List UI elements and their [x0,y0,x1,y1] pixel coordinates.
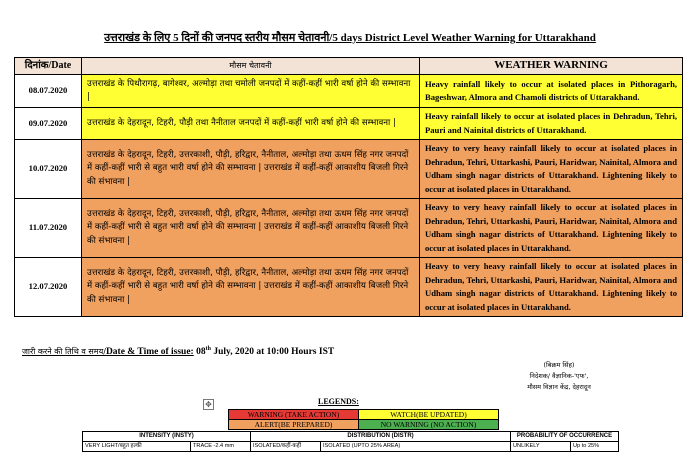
table-row [15,108,683,140]
hindi-warning-header: मौसम चेतावनी [82,58,420,75]
row-english-warning: Heavy rainfall likely to occur at isolated places in Dehradun, Tehri, Pauri and Nainital districts of Uttarakhand. [420,108,683,140]
issue-label-hindi: जारी करने की तिथि व समय/ [22,347,106,357]
legend-warning: WARNING (TAKE ACTION) [229,410,359,420]
row-date: 09.07.2020 [15,108,82,140]
row-date: 10.07.2020 [15,140,82,199]
issue-day: 08 [193,347,206,358]
row-english-warning: Heavy to very heavy rainfall likely to occur at isolated places in Dehradun, Tehri, Uttarkashi, Pauri, Haridwar, Nainital, Almora and Udham singh nagar districts of Uttarakhand. Lightening likely to occur at isolated places in Uttarakhand. [420,258,683,317]
row-date: 08.07.2020 [15,75,82,108]
row-date: 12.07.2020 [15,258,82,317]
table-row [15,140,683,199]
signatory-designation: निदेशक/ वैज्ञानिक-'एफ', [529,372,589,380]
weather-warning-header: WEATHER WARNING [420,58,683,75]
issue-day-suffix: th [205,346,211,352]
table-row [15,75,683,108]
row-hindi-warning: उत्तराखंड के देहरादून, टिहरी, उत्तरकाशी, पौड़ी, हरिद्वार, नैनीताल, अल्मोड़ा तथा ऊधम सिंह नगर जनपदों में कहीं-कहीं भारी से बहुत भारी वर्षा होने की सम्भावना | उत्तराखंड में कहीं-कहीं आकाशीय बिजली गिरने की संभावना | [82,199,420,258]
probability-upto: Up to 25% [571,442,619,452]
legends-title: LEGENDS: [318,397,359,406]
intensity-distribution-table [82,431,619,452]
row-date: 11.07.2020 [15,199,82,258]
row-hindi-warning: उत्तराखंड के देहरादून, टिहरी, उत्तरकाशी, पौड़ी, हरिद्वार, नैनीताल, अल्मोड़ा तथा ऊधम सिंह नगर जनपदों में कहीं-कहीं भारी से बहुत भारी वर्षा होने की सम्भावना | उत्तराखंड में कहीं-कहीं आकाशीय बिजली गिरने की संभावना | [82,258,420,317]
intensity-header: INTENSITY (INSTY) [83,432,251,442]
issue-label-english: Date & Time of issue: [105,347,194,358]
warning-table [14,57,683,317]
row-english-warning: Heavy to very heavy rainfall likely to occur at isolated places in Dehradun, Tehri, Uttarkashi, Pauri, Haridwar, Nainital, Almora and Udham singh nagar districts of Uttarakhand. Lightening likely to occur at isolated places in Uttarakhand. [420,199,683,258]
legend-no-warning: NO WARNING (NO ACTION) [359,420,499,430]
signatory-office: मौसम विज्ञान केंद्र, देहरादून [527,383,591,391]
signature-block [494,360,624,393]
legend-watch: WATCH(BE UPDATED) [359,410,499,420]
row-english-warning: Heavy to very heavy rainfall likely to occur at isolated places in Dehradun, Tehri, Uttarkashi, Pauri, Haridwar, Nainital, Almora and Udham singh nagar districts of Uttarakhand. Lightening likely to occur at isolated places in Uttarakhand. [420,140,683,199]
table-row [15,258,683,317]
intensity-very-light: VERY LIGHT/बहुत हल्की [83,442,191,452]
date-header: दिनांक/Date [15,58,82,75]
intensity-trace: TRACE -2.4 mm [191,442,251,452]
signatory-name: (बिक्रम सिंह) [543,361,575,369]
distribution-isolated: ISOLATED/कहीं-कहीं [251,442,321,452]
row-english-warning: Heavy rainfall likely to occur at isolated places in Pithoragarh, Bageshwar, Almora and Chamoli districts of Uttarakhand. [420,75,683,108]
row-hindi-warning: उत्तराखंड के देहरादून, टिहरी, उत्तरकाशी, पौड़ी, हरिद्वार, नैनीताल, अल्मोड़ा तथा ऊधम सिंह नगर जनपदों में कहीं-कहीं भारी से बहुत भारी वर्षा होने की सम्भावना | उत्तराखंड में कहीं-कहीं आकाशीय बिजली गिरने की संभावना | [82,140,420,199]
page-title: उत्तराखंड के लिए 5 दिनों की जनपद स्तरीय मौसम चेतावनी/5 days District Level Weather Warning for Uttarakhand [104,32,596,44]
table-header-row [15,58,683,75]
issue-date-time [22,346,334,357]
table-row [15,199,683,258]
probability-header: PROBABILITY OF OCCURRENCE [511,432,619,442]
legend-alert: ALERT(BE PREPARED) [229,420,359,430]
move-handle-icon[interactable]: ✥ [203,399,214,410]
distribution-header: DISTRIBUTION (DISTR) [251,432,511,442]
distribution-isolated-area: ISOLATED (UPTO 25% AREA) [321,442,511,452]
legend-table [228,409,499,430]
probability-unlikely: UNLIKELY [511,442,571,452]
issue-value-rest: July, 2020 at 10:00 Hours IST [210,347,335,358]
row-hindi-warning: उत्तराखंड के पिथौरागढ़, बागेश्वर, अल्मोड़ा तथा चमोली जनपदों में कहीं-कहीं भारी वर्षा होने की सम्भावना | [82,75,420,108]
row-hindi-warning: उत्तराखंड के देहरादून, टिहरी, पौड़ी तथा नैनीताल जनपदों में कहीं-कहीं भारी वर्षा होने की सम्भावना | [82,108,420,140]
